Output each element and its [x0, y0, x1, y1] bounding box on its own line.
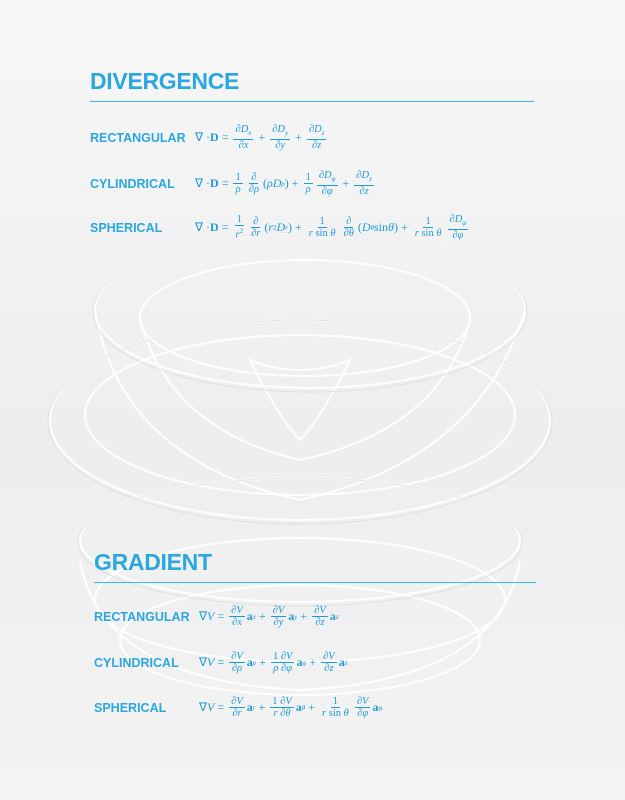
row-label: SPHERICAL — [90, 220, 163, 235]
row-label: RECTANGULAR — [90, 130, 186, 145]
gradient-cylindrical-formula: ∇ V = $\frac{\partial V}{\partial\rho}$ a ρ + $\frac{1 \partial V}{\rho \partial\varphi}$ a φ + $\frac{\partial V}{\partial z}$ a z — [199, 651, 348, 674]
row-label: CYLINDRICAL — [94, 655, 179, 670]
gradient-spherical-row — [94, 696, 382, 719]
divergence-rectangular-formula: ∇ · D = $\frac{\partial D_x}{\partial x}$ + $\frac{\partial D_y}{\partial y}$ + $\frac{\partial D_z}{\partial z}$ — [195, 124, 325, 152]
divergence-spherical-row — [90, 214, 470, 241]
gradient-rectangular-formula: ∇ V = $\frac{\partial V}{\partial x}$ a x + $\frac{\partial V}{\partial y}$ a y + $\frac{\partial V}{\partial z}$ a z — [199, 605, 339, 628]
gradient-cylindrical-row — [94, 651, 347, 674]
row-label: SPHERICAL — [94, 700, 167, 715]
divergence-title: DIVERGENCE — [90, 68, 240, 94]
row-label: RECTANGULAR — [94, 609, 190, 624]
gradient-divider — [94, 582, 536, 583]
gradient-title: GRADIENT — [94, 549, 212, 575]
gradient-rectangular-row — [94, 605, 339, 628]
divergence-cylindrical-formula: ∇ · D = $\frac{1}{\rho}$ $\frac{\partial}{\partial\rho}$ ( ρD ρ ) + $\frac{1}{\rho}$ $\frac{\partial D_\varphi}{\partial\varphi}$ + $\frac{\partial D_z}{\partial z}$ — [195, 170, 372, 198]
divergence-cylindrical-row — [90, 170, 376, 197]
divergence-rectangular-row — [90, 124, 328, 151]
divergence-divider — [90, 101, 534, 102]
divergence-spherical-formula: ∇ · D = $\frac{1}{r^2}$ $\frac{\partial}{\partial r}$ ( r 2 D r ) + $\frac{1}{\text{r sin θ}}$ $\frac{\partial}{\partial\theta}$ ( D θ sin θ ) + $\frac{1}{\text{r sin θ}}$ $\frac{\partial D_\varphi}{\partial\varphi}$ — [195, 214, 467, 242]
row-label: CYLINDRICAL — [90, 176, 175, 191]
gradient-spherical-formula: ∇ V = $\frac{\partial V}{\partial r}$ a r + $\frac{1 \partial V}{r \partial\theta}$ a θ + $\frac{1}{\text{r sin θ}}$ $\frac{\partial V}{\partial\varphi}$ a φ — [199, 696, 383, 719]
